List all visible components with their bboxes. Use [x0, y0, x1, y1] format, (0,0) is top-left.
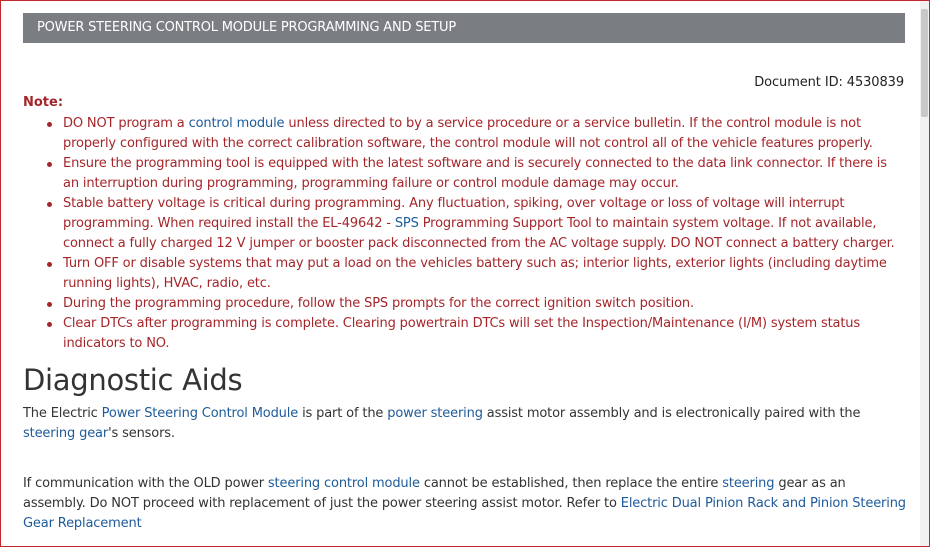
- steering-control-module-link[interactable]: steering control module: [267, 476, 420, 491]
- steering-gear-link[interactable]: steering gear: [23, 426, 109, 441]
- section-title: Diagnostic Aids: [23, 363, 243, 397]
- scrollbar-thumb[interactable]: [921, 9, 928, 117]
- sps-link[interactable]: SPS: [394, 216, 419, 231]
- note-item: Ensure the programming tool is equipped with the latest software and is securely connected to the data link connector. If there is an interruption during programming, programming failure or control module damage may occur.: [23, 154, 903, 194]
- note-item: Turn OFF or disable systems that may put a load on the vehicles battery such as; interior lights, exterior lights (including daytime running lights), HVAC, radio, etc.: [23, 254, 903, 294]
- vertical-scrollbar[interactable]: [920, 1, 929, 547]
- note-item: Stable battery voltage is critical during programming. Any fluctuation, spiking, over voltage or loss of voltage will interrupt programming. When required install the EL-49642 - SPS Programming Support Tool to maintain system voltage. If not available, connect a fully charged 12 V jumper or booster pack disconnected from the AC voltage supply. DO NOT connect a battery charger.: [23, 194, 903, 254]
- note-item: DO NOT program a control module unless directed to by a service procedure or a service bulletin. If the control module is not properly configured with the correct calibration software, the control module will not control all of the vehicle features properly.: [23, 114, 903, 154]
- power-steering-control-module-link[interactable]: Power Steering Control Module: [101, 406, 299, 421]
- power-steering-link[interactable]: power steering: [387, 406, 483, 421]
- page-header-title: POWER STEERING CONTROL MODULE PROGRAMMING AND SETUP: [37, 20, 456, 35]
- note-item: Clear DTCs after programming is complete. Clearing powertrain DTCs will set the Inspection/Maintenance (I/M) system status indicators to NO.: [23, 314, 903, 354]
- control-module-link[interactable]: control module: [188, 116, 285, 131]
- page-header-bar: [23, 13, 905, 43]
- note-list: [23, 114, 903, 354]
- document-id: Document ID: 4530839: [754, 75, 904, 90]
- note-item: During the programming procedure, follow the SPS prompts for the correct ignition switch position.: [23, 294, 903, 314]
- steering-link[interactable]: steering: [722, 476, 775, 491]
- diagnostic-paragraph-2: If communication with the OLD power steering control module cannot be established, then replace the entire steering gear as an assembly. Do NOT proceed with replacement of just the power steering assist motor. Refer to Electric Dual Pinion Rack and Pinion Steering Gear Replacement: [23, 476, 906, 531]
- note-label: Note:: [23, 95, 64, 110]
- diagnostic-paragraph-1: The Electric Power Steering Control Module is part of the power steering assist motor assembly and is electronically paired with the steering gear's sensors.: [23, 406, 861, 441]
- steering-gear-replacement-link[interactable]: Electric Dual Pinion Rack and Pinion Steering Gear Replacement: [23, 496, 906, 531]
